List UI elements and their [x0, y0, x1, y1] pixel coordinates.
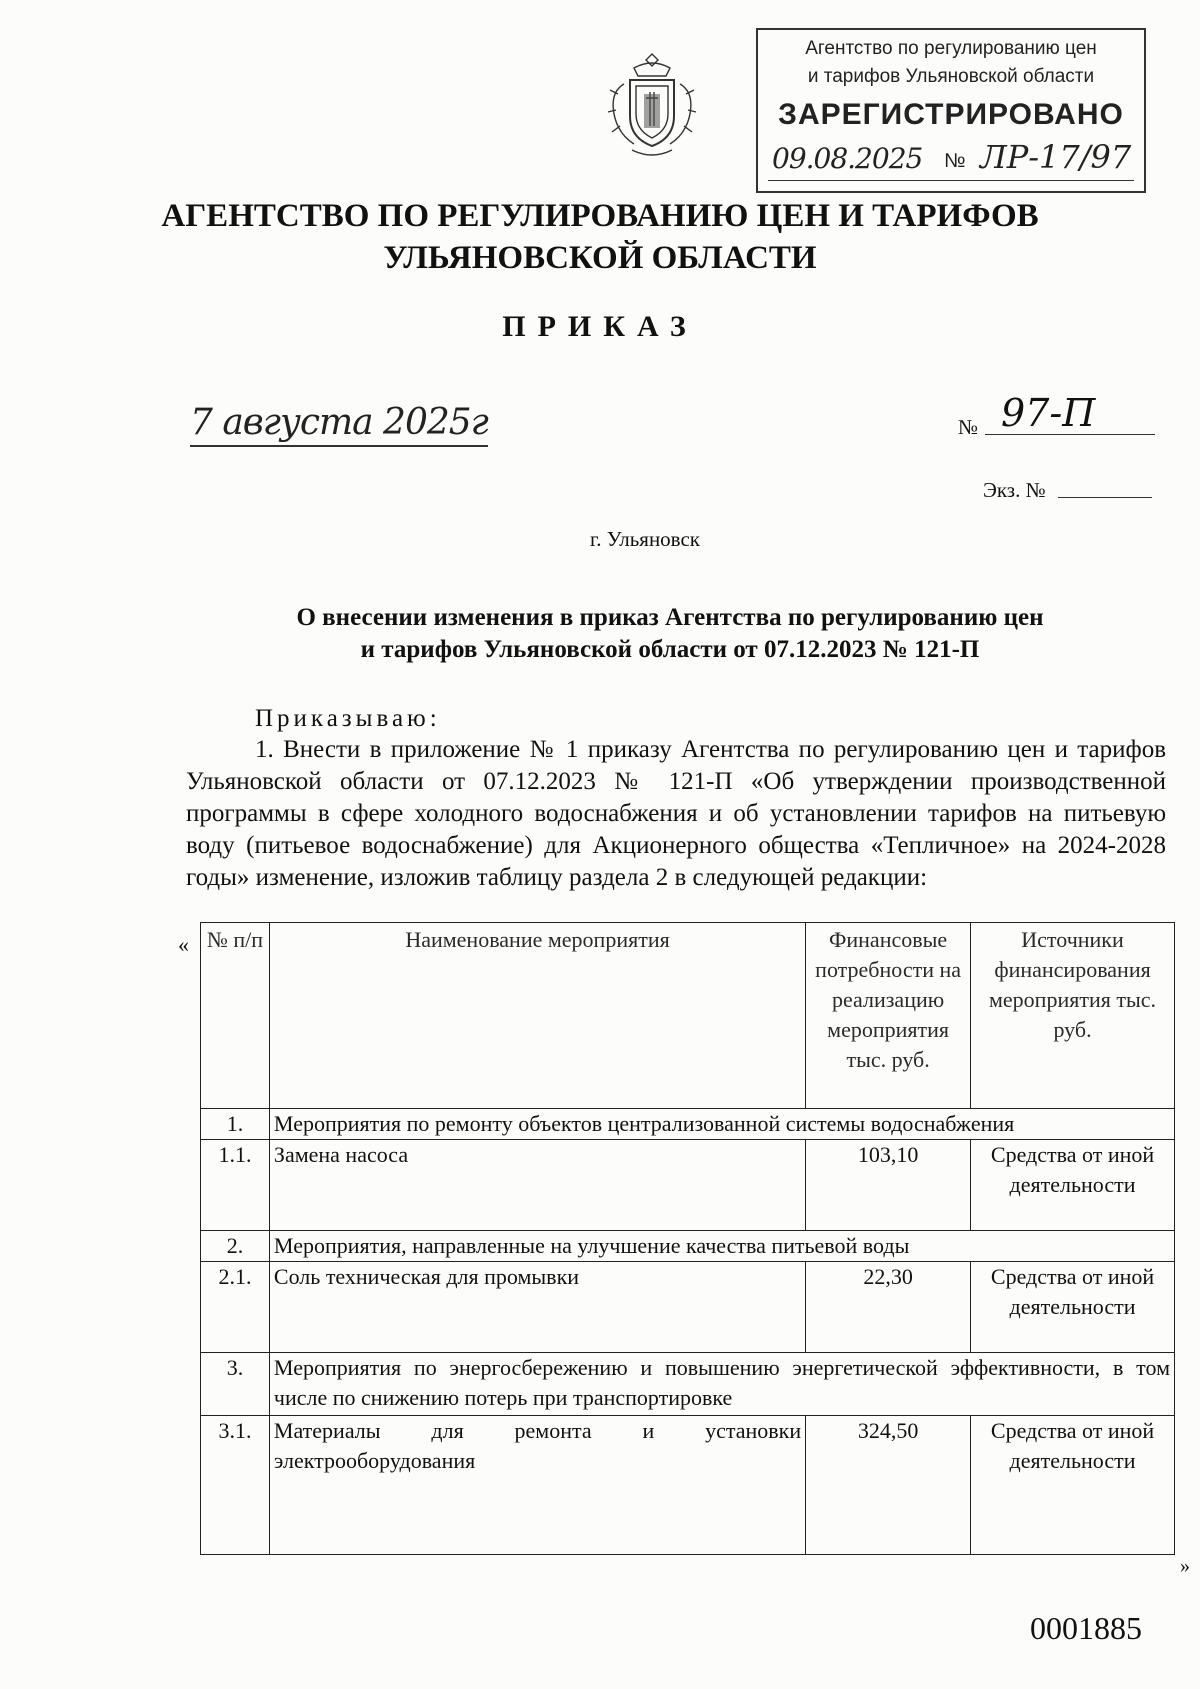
table-close-quote: » — [1180, 1555, 1190, 1577]
row-number: 2. — [201, 1231, 270, 1262]
order-number-label: № — [958, 415, 979, 439]
section-title: Мероприятия, направленные на улучшение качества питьевой воды — [269, 1231, 1174, 1262]
stamp-number-label: № — [944, 150, 966, 172]
paragraph-text: 1. Внести в приложение № 1 приказу Агентства по регулированию цен и тарифов Ульяновской области от 07.12.2023 № 121-П «Об утверждении производственной программы в сфере холодного водоснабжения и об установлении тарифов на питьевую воду (питьевое водоснабжение) для Акционерного общества «Тепличное» на 2024-2028 годы» изменение, изложив таблицу раздела 2 в следующей редакции: — [186, 736, 1166, 891]
order-word: Приказываю: — [255, 705, 441, 732]
measures-table — [200, 922, 1175, 1555]
table-row — [201, 1109, 1175, 1140]
stamp-handwritten-number: ЛР-17/97 — [980, 138, 1132, 176]
stamp-agency-line1: Агентство по регулированию цен — [805, 38, 1097, 59]
agency-title — [0, 195, 1200, 279]
handwritten-order-date: 7 августа 2025г — [190, 402, 488, 447]
table-row — [201, 1231, 1175, 1262]
measure-name: Материалы для ремонта и установки электрооборудования — [269, 1416, 805, 1555]
handwritten-order-number: 97-П — [985, 392, 1155, 435]
stamp-agency-line2: и тарифов Ульяновской области — [807, 66, 1095, 87]
header-financial-needs: Финансовые потребности на реализацию мероприятия тыс. руб. — [806, 923, 971, 1109]
stamp-handwritten-date: 09.08.2025 — [772, 142, 923, 175]
subject-line2: и тарифов Ульяновской области от 07.12.2023 № 121-П — [360, 636, 980, 663]
table-row — [201, 1262, 1175, 1353]
measure-name: Соль техническая для промывки — [269, 1262, 805, 1353]
stamp-underline — [768, 180, 1134, 181]
table-open-quote: « — [178, 932, 189, 957]
city: г. Ульяновск — [589, 527, 700, 551]
registration-stamp — [756, 28, 1146, 193]
measure-source: Средства от иной деятельности — [971, 1140, 1175, 1231]
header-measure-name: Наименование мероприятия — [269, 923, 805, 1109]
row-number: 3.1. — [201, 1416, 270, 1555]
measure-amount: 22,30 — [806, 1262, 971, 1353]
header-number: № п/п — [201, 923, 270, 1109]
section-title: Мероприятия по энергосбережению и повышению энергетической эффективности, в том числе по снижению потерь при транспортировке — [269, 1353, 1174, 1416]
copy-number-blank-line — [1058, 497, 1152, 498]
order-paragraph — [186, 734, 1166, 894]
form-serial-number: 0001885 — [1030, 1610, 1142, 1646]
table-row — [201, 1416, 1175, 1555]
row-number: 2.1. — [201, 1262, 270, 1353]
coat-of-arms-emblem — [604, 50, 700, 160]
section-title: Мероприятия по ремонту объектов централизованной системы водоснабжения — [269, 1109, 1174, 1140]
document-type: ПРИКАЗ — [502, 310, 698, 343]
table-row — [201, 1353, 1175, 1416]
measure-source: Средства от иной деятельности — [971, 1262, 1175, 1353]
stamp-status: ЗАРЕГИСТРИРОВАНО — [778, 98, 1124, 131]
measure-amount: 103,10 — [806, 1140, 971, 1231]
row-number: 1. — [201, 1109, 270, 1140]
row-number: 3. — [201, 1353, 270, 1416]
table-header-row — [201, 923, 1175, 1109]
row-number: 1.1. — [201, 1140, 270, 1231]
agency-title-line2: УЛЬЯНОВСКОЙ ОБЛАСТИ — [383, 240, 817, 276]
subject-line1: О внесении изменения в приказ Агентства по регулированию цен — [296, 604, 1044, 631]
measure-name: Замена насоса — [269, 1140, 805, 1231]
measure-amount: 324,50 — [806, 1416, 971, 1555]
table-row — [201, 1140, 1175, 1231]
order-subject — [200, 602, 1140, 666]
measure-source: Средства от иной деятельности — [971, 1416, 1175, 1555]
copy-number-label: Экз. № — [983, 478, 1046, 502]
header-funding-sources: Источники финансирования мероприятия тыс. руб. — [971, 923, 1175, 1109]
agency-title-line1: АГЕНТСТВО ПО РЕГУЛИРОВАНИЮ ЦЕН И ТАРИФОВ — [161, 198, 1039, 234]
